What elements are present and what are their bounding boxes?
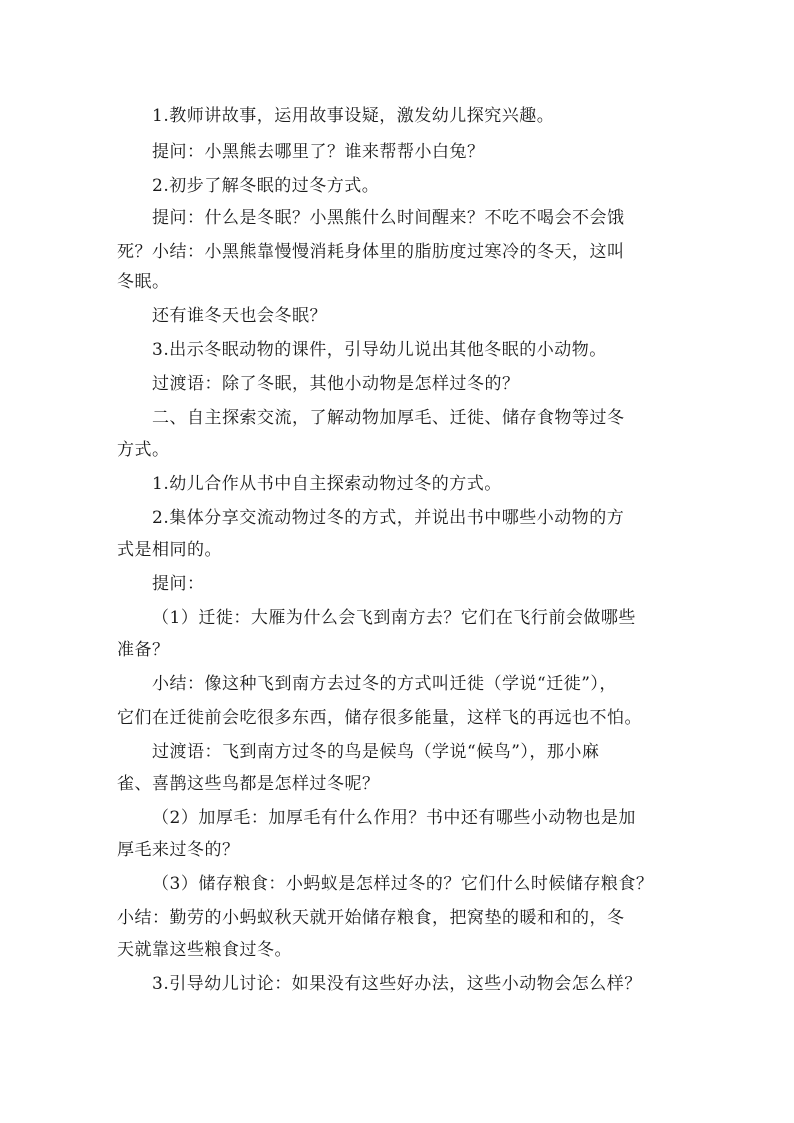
text-line: 1.幼儿合作从书中自主探索动物过冬的方式。 <box>152 474 502 494</box>
text-line: 准备？ <box>117 640 170 660</box>
text-line: 过渡语：除了冬眠，其他小动物是怎样过冬的？ <box>152 374 520 394</box>
text-line: 雀、喜鹊这些鸟都是怎样过冬呢？ <box>117 774 380 794</box>
text-line: 提问：什么是冬眠？小黑熊什么时间醒来？不吃不喝会不会饿 <box>152 208 625 228</box>
text-line: 它们在迁徙前会吃很多东西，储存很多能量，这样飞的再远也不怕。 <box>117 708 642 728</box>
text-line: 提问： <box>152 574 205 594</box>
text-line: 二、自主探索交流，了解动物加厚毛、迁徙、储存食物等过冬 <box>152 408 625 428</box>
text-line: 2.初步了解冬眠的过冬方式。 <box>152 176 380 196</box>
text-line: 式是相同的。 <box>117 540 222 560</box>
text-line: 死？小结：小黑熊靠慢慢消耗身体里的脂肪度过寒冷的冬天，这叫 <box>117 242 625 262</box>
text-line: （1）迁徙：大雁为什么会飞到南方去？它们在飞行前会做哪些 <box>152 608 636 628</box>
text-line: 冬眠。 <box>117 272 170 292</box>
text-line: 方式。 <box>117 440 170 460</box>
text-line: 1.教师讲故事，运用故事设疑，激发幼儿探究兴趣。 <box>152 106 555 126</box>
text-line: 天就靠这些粮食过冬。 <box>117 940 292 960</box>
text-line: 小结：像这种飞到南方去过冬的方式叫迁徙（学说“迁徙”）， <box>152 674 617 694</box>
text-line: 2.集体分享交流动物过冬的方式，并说出书中哪些小动物的方 <box>152 508 625 528</box>
text-line: 厚毛来过冬的？ <box>117 840 240 860</box>
text-line: 还有谁冬天也会冬眠？ <box>152 306 327 326</box>
text-line: （3）储存粮食：小蚂蚁是怎样过冬的？它们什么时候储存粮食？ <box>152 874 654 894</box>
text-line: 3.引导幼儿讨论：如果没有这些好办法，这些小动物会怎么样？ <box>152 974 642 994</box>
text-line: （2）加厚毛：加厚毛有什么作用？书中还有哪些小动物也是加 <box>152 808 636 828</box>
text-line: 3.出示冬眠动物的课件，引导幼儿说出其他冬眠的小动物。 <box>152 340 607 360</box>
text-line: 提问：小黑熊去哪里了？谁来帮帮小白兔？ <box>152 142 485 162</box>
text-line: 小结：勤劳的小蚂蚁秋天就开始储存粮食，把窝垫的暖和和的，冬 <box>117 908 625 928</box>
text-line: 过渡语：飞到南方过冬的鸟是候鸟（学说“候鸟”），那小麻 <box>152 742 600 762</box>
